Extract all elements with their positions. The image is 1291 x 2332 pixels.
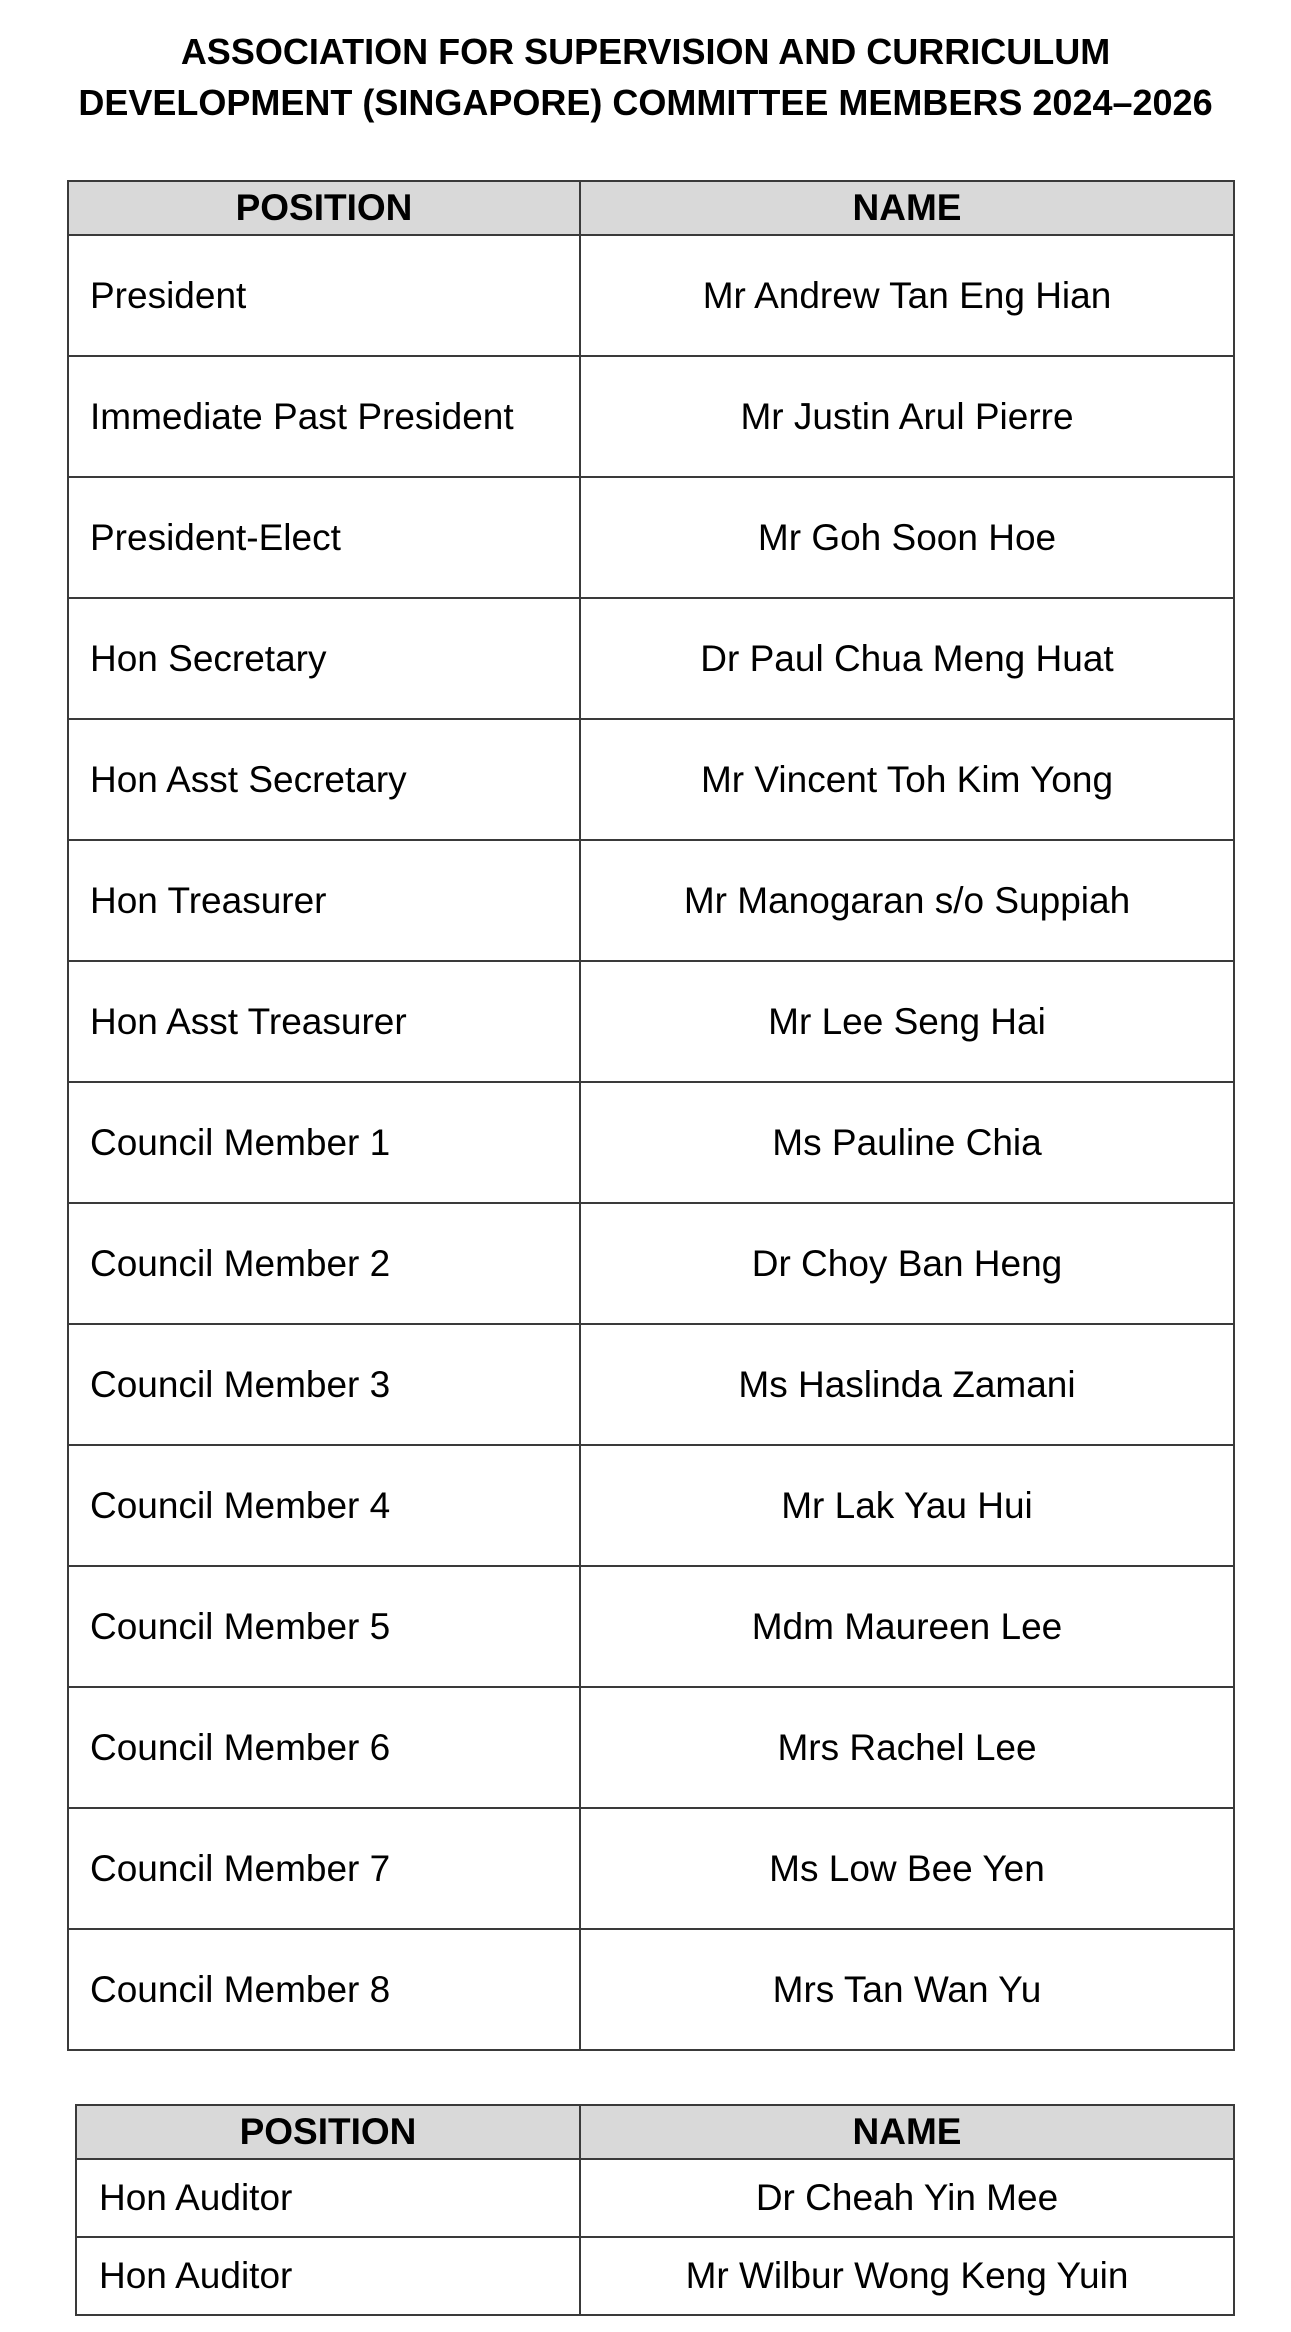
- position-cell: Hon Auditor: [76, 2159, 580, 2237]
- position-cell: Hon Treasurer: [68, 840, 580, 961]
- page-title-line-2: DEVELOPMENT (SINGAPORE) COMMITTEE MEMBERS 2024–2026: [78, 82, 1213, 123]
- name-cell: Mrs Rachel Lee: [580, 1687, 1234, 1808]
- name-cell: Mr Vincent Toh Kim Yong: [580, 719, 1234, 840]
- table-row: [68, 719, 1234, 840]
- name-cell: Ms Haslinda Zamani: [580, 1324, 1234, 1445]
- position-column-header: POSITION: [68, 181, 580, 235]
- table-row: [68, 1566, 1234, 1687]
- name-cell: Mr Wilbur Wong Keng Yuin: [580, 2237, 1234, 2315]
- table-row: [68, 477, 1234, 598]
- committee-members-table: [67, 180, 1235, 2051]
- position-cell: President: [68, 235, 580, 356]
- name-cell: Mr Andrew Tan Eng Hian: [580, 235, 1234, 356]
- page-title: [0, 26, 1291, 128]
- name-cell: Mr Lee Seng Hai: [580, 961, 1234, 1082]
- table-row: [68, 1324, 1234, 1445]
- position-cell: Council Member 2: [68, 1203, 580, 1324]
- position-cell: Council Member 4: [68, 1445, 580, 1566]
- table-row: [68, 1929, 1234, 2050]
- table-row: [68, 1687, 1234, 1808]
- table-row: [76, 2159, 1234, 2237]
- name-cell: Dr Paul Chua Meng Huat: [580, 598, 1234, 719]
- table-row: [68, 1203, 1234, 1324]
- position-column-header: POSITION: [76, 2105, 580, 2159]
- position-cell: Council Member 6: [68, 1687, 580, 1808]
- position-cell: Hon Auditor: [76, 2237, 580, 2315]
- name-cell: Mr Manogaran s/o Suppiah: [580, 840, 1234, 961]
- table-row: [68, 356, 1234, 477]
- name-column-header: NAME: [580, 181, 1234, 235]
- name-cell: Ms Low Bee Yen: [580, 1808, 1234, 1929]
- table-row: [68, 840, 1234, 961]
- table-row: [68, 1808, 1234, 1929]
- table-row: [68, 961, 1234, 1082]
- position-cell: Immediate Past President: [68, 356, 580, 477]
- name-cell: Mr Justin Arul Pierre: [580, 356, 1234, 477]
- position-cell: Hon Secretary: [68, 598, 580, 719]
- name-cell: Mrs Tan Wan Yu: [580, 1929, 1234, 2050]
- table-header-row: [76, 2105, 1234, 2159]
- position-cell: Council Member 8: [68, 1929, 580, 2050]
- auditors-table: [75, 2104, 1235, 2316]
- name-cell: Mr Lak Yau Hui: [580, 1445, 1234, 1566]
- position-cell: Council Member 3: [68, 1324, 580, 1445]
- position-cell: President-Elect: [68, 477, 580, 598]
- position-cell: Council Member 7: [68, 1808, 580, 1929]
- position-cell: Council Member 5: [68, 1566, 580, 1687]
- position-cell: Hon Asst Secretary: [68, 719, 580, 840]
- table-row: [76, 2237, 1234, 2315]
- table-row: [68, 235, 1234, 356]
- table-row: [68, 598, 1234, 719]
- name-cell: Mdm Maureen Lee: [580, 1566, 1234, 1687]
- name-cell: Mr Goh Soon Hoe: [580, 477, 1234, 598]
- page-title-line-1: ASSOCIATION FOR SUPERVISION AND CURRICULUM: [180, 31, 1111, 72]
- name-column-header: NAME: [580, 2105, 1234, 2159]
- name-cell: Dr Cheah Yin Mee: [580, 2159, 1234, 2237]
- table-row: [68, 1082, 1234, 1203]
- table-row: [68, 1445, 1234, 1566]
- table-header-row: [68, 181, 1234, 235]
- position-cell: Hon Asst Treasurer: [68, 961, 580, 1082]
- name-cell: Dr Choy Ban Heng: [580, 1203, 1234, 1324]
- name-cell: Ms Pauline Chia: [580, 1082, 1234, 1203]
- position-cell: Council Member 1: [68, 1082, 580, 1203]
